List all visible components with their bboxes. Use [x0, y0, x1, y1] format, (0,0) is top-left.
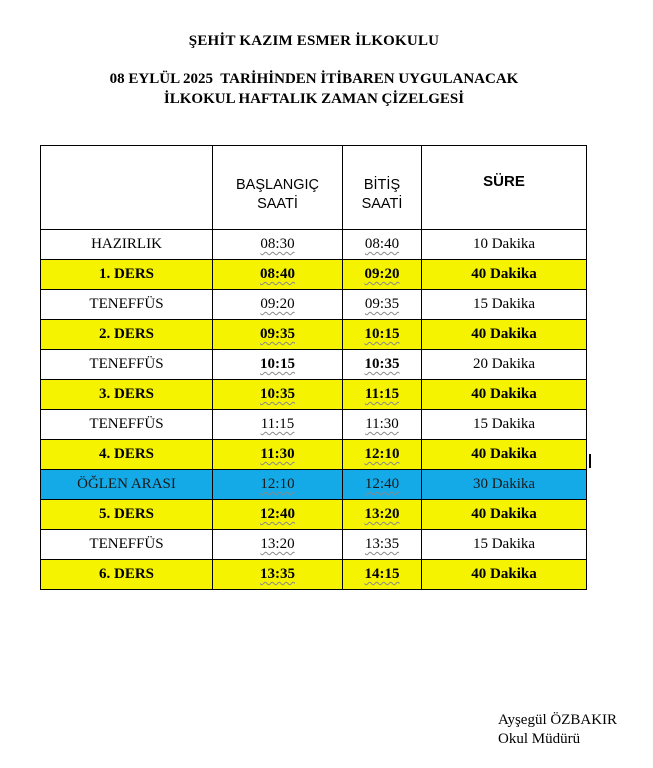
- period-name: 1. DERS: [41, 260, 213, 290]
- end-time: [343, 350, 422, 380]
- start-time-text: 11:30: [260, 446, 295, 462]
- header-start-time: [213, 146, 343, 230]
- end-time-text: 13:35: [364, 536, 400, 552]
- end-time-text: 12:40: [364, 476, 400, 492]
- period-name: ÖĞLEN ARASI: [41, 470, 213, 500]
- start-time: [213, 260, 343, 290]
- table-row: [41, 410, 587, 440]
- table-row: [41, 530, 587, 560]
- header-end-line-1: BİTİŞ: [363, 177, 401, 193]
- start-time-text: 08:30: [260, 236, 295, 252]
- table-row: [41, 260, 587, 290]
- table-row: [41, 350, 587, 380]
- start-time: [213, 350, 343, 380]
- end-time-text: 12:10: [364, 446, 400, 462]
- start-time-text: 08:40: [260, 266, 295, 282]
- principal-name: Ayşegül ÖZBAKIR: [498, 712, 618, 728]
- document-heading-line-1: 08 EYLÜL 2025 TARİHİNDEN İTİBAREN UYGULANACAK: [109, 71, 519, 87]
- period-name: TENEFFÜS: [41, 410, 213, 440]
- period-name: 4. DERS: [41, 440, 213, 470]
- end-time: [343, 560, 422, 590]
- start-time: [213, 560, 343, 590]
- end-time-text: 09:20: [364, 266, 400, 282]
- header-duration: SÜRE: [422, 146, 587, 230]
- end-time: [343, 260, 422, 290]
- start-time: [213, 380, 343, 410]
- start-time: [213, 470, 343, 500]
- start-time-text: 09:35: [260, 326, 295, 342]
- table-row: [41, 320, 587, 350]
- period-name: 2. DERS: [41, 320, 213, 350]
- start-time: [213, 320, 343, 350]
- principal-title: Okul Müdürü: [498, 731, 581, 747]
- duration: 20 Dakika: [422, 350, 587, 380]
- table-row: [41, 470, 587, 500]
- table-row: [41, 290, 587, 320]
- duration: 30 Dakika: [422, 470, 587, 500]
- table-row: [41, 560, 587, 590]
- duration: 15 Dakika: [422, 410, 587, 440]
- duration: 40 Dakika: [422, 440, 587, 470]
- period-name: 3. DERS: [41, 380, 213, 410]
- table-row: [41, 380, 587, 410]
- period-name: TENEFFÜS: [41, 350, 213, 380]
- duration: 40 Dakika: [422, 500, 587, 530]
- end-time: [343, 320, 422, 350]
- end-time: [343, 410, 422, 440]
- table-row: [41, 440, 587, 470]
- duration: 10 Dakika: [422, 230, 587, 260]
- end-time-text: 11:30: [365, 416, 399, 432]
- header-end-line-2: SAATİ: [361, 196, 403, 212]
- start-time-text: 13:35: [260, 566, 295, 582]
- document-heading-line-2: İLKOKUL HAFTALIK ZAMAN ÇİZELGESİ: [163, 91, 465, 107]
- end-time: [343, 530, 422, 560]
- duration: 40 Dakika: [422, 260, 587, 290]
- end-time: [343, 290, 422, 320]
- start-time: [213, 290, 343, 320]
- start-time-text: 12:40: [260, 506, 295, 522]
- period-name: TENEFFÜS: [41, 290, 213, 320]
- text-cursor: [589, 454, 591, 468]
- period-name: 6. DERS: [41, 560, 213, 590]
- school-name: ŞEHİT KAZIM ESMER İLKOKULU: [188, 33, 440, 49]
- start-time-text: 12:10: [260, 476, 295, 492]
- table-header-row: [41, 146, 587, 230]
- end-time-text: 13:20: [364, 506, 400, 522]
- period-name: 5. DERS: [41, 500, 213, 530]
- duration: 40 Dakika: [422, 380, 587, 410]
- header-start-line-2: SAATİ: [257, 196, 298, 212]
- header-end-time: [343, 146, 422, 230]
- end-time-text: 09:35: [364, 296, 400, 312]
- table-row: [41, 500, 587, 530]
- period-name: TENEFFÜS: [41, 530, 213, 560]
- table-row: [41, 230, 587, 260]
- weekly-schedule-table: [40, 145, 587, 590]
- start-time: [213, 500, 343, 530]
- start-time-text: 10:35: [260, 386, 295, 402]
- start-time-text: 09:20: [260, 296, 295, 312]
- duration: 15 Dakika: [422, 290, 587, 320]
- end-time-text: 08:40: [364, 236, 400, 252]
- duration: 40 Dakika: [422, 560, 587, 590]
- end-time: [343, 380, 422, 410]
- period-name: HAZIRLIK: [41, 230, 213, 260]
- start-time: [213, 230, 343, 260]
- end-time: [343, 440, 422, 470]
- end-time-text: 10:15: [364, 326, 400, 342]
- start-time: [213, 530, 343, 560]
- header-start-line-1: BAŞLANGIÇ: [236, 177, 319, 193]
- end-time: [343, 500, 422, 530]
- end-time-text: 14:15: [364, 566, 400, 582]
- end-time: [343, 230, 422, 260]
- start-time-text: 13:20: [260, 536, 295, 552]
- start-time-text: 10:15: [260, 356, 295, 372]
- end-time: [343, 470, 422, 500]
- duration: 15 Dakika: [422, 530, 587, 560]
- end-time-text: 11:15: [364, 386, 400, 402]
- start-time: [213, 410, 343, 440]
- start-time: [213, 440, 343, 470]
- start-time-text: 11:15: [260, 416, 295, 432]
- duration: 40 Dakika: [422, 320, 587, 350]
- header-name-cell: [41, 146, 213, 230]
- end-time-text: 10:35: [364, 356, 400, 372]
